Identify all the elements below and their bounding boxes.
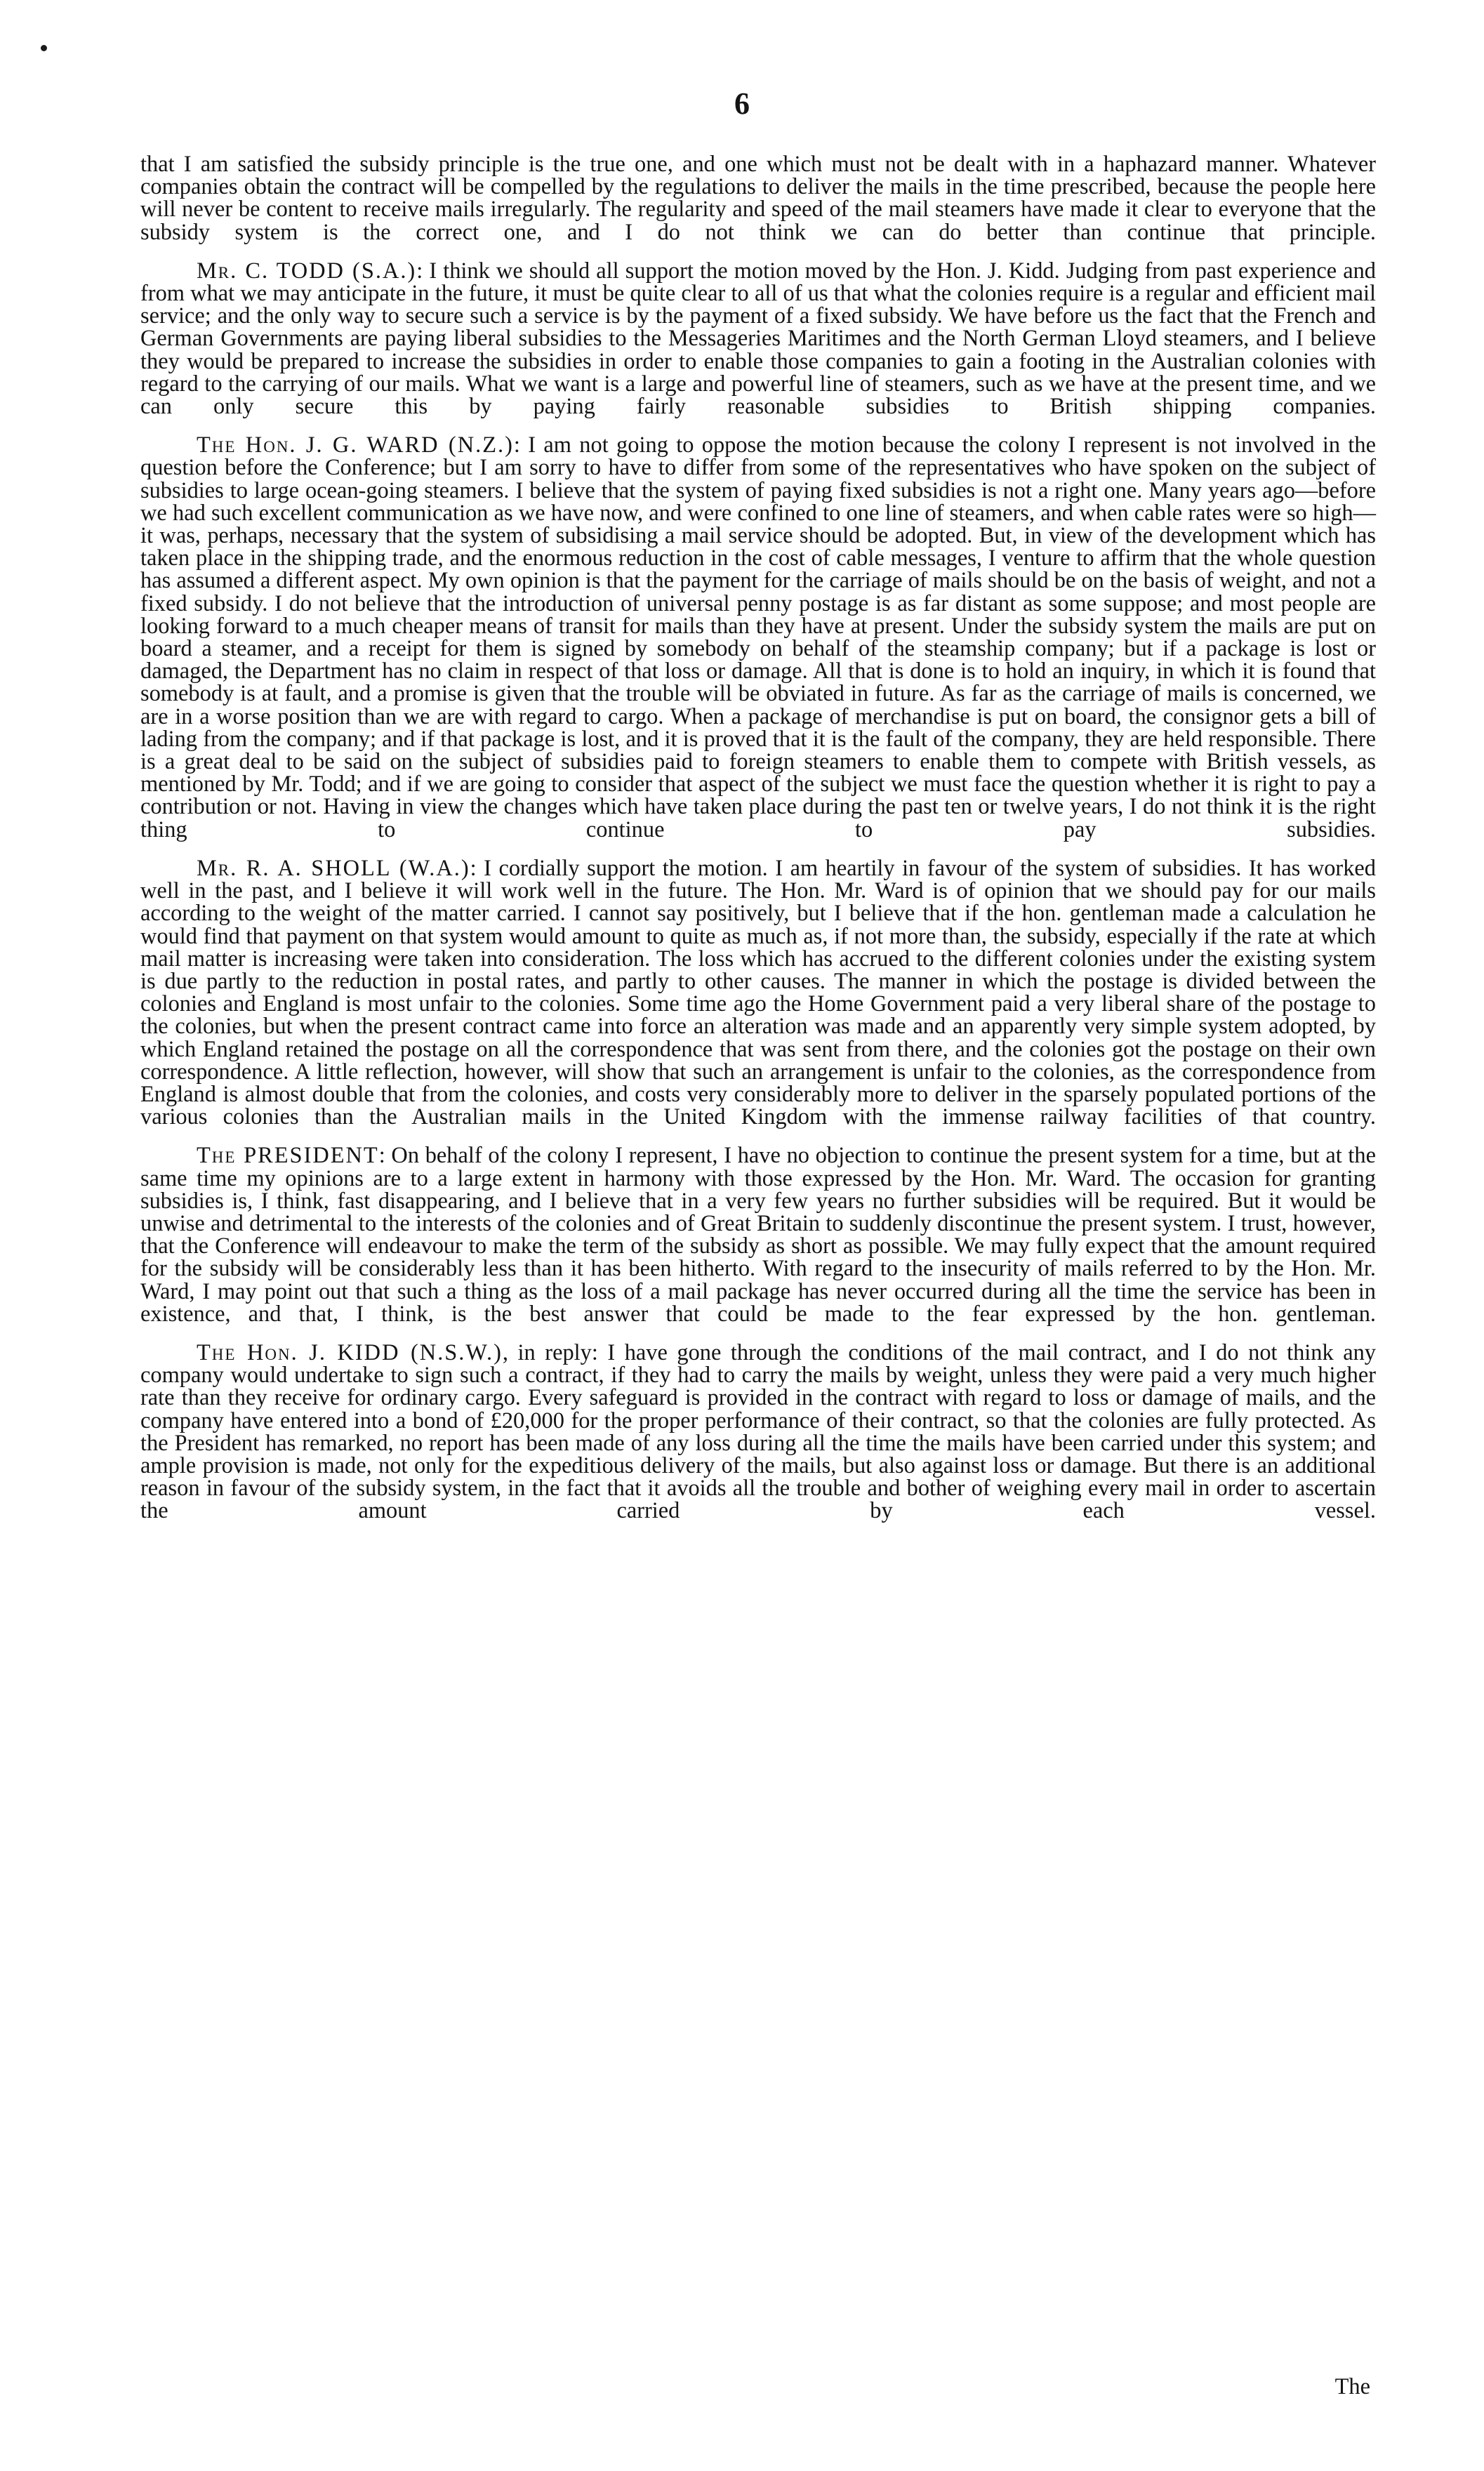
speech-president bbox=[140, 1144, 1376, 1325]
speaker-name: Mr. R. A. SHOLL (W.A.) bbox=[197, 855, 470, 881]
speech-text: : I cordially support the motion. I am heartily in favour of the system of subsidies. It has worked well in the past, and I believe it will work well in the future. The Hon. Mr. Ward is of opinion that we should pay for our mails according to the weight of the matter carried. I cannot say positively, but I believe that if the hon. gentleman made a calculation he would find that payment on that system would amount to quite as much as, if not more than, the subsidy, especially if the rate at which mail matter is increasing were taken into consideration. The loss which has accrued to the different colonies under the existing system is due partly to the reduction in postal rates, and partly to other causes. The manner in which the postage is divided between the colonies and England is most unfair to the colonies. Some time ago the Home Government paid a very liberal share of the postage to the colonies, but when the present contract came into force an alteration was made and an apparently very simple system adopted, by which England retained the postage on all the correspondence that was sent from there, and the colonies got the postage on their own correspondence. A little reflection, however, will show that such an arrangement is unfair to the colonies, as the correspondence from England is almost double that from the colonies, and costs very considerably more to deliver in the sparsely populated portions of the various colonies than the Australian mails in the United Kingdom with the immense railway facilities of that country. bbox=[140, 855, 1376, 1130]
paragraph-continuation bbox=[140, 153, 1376, 244]
speech-text: : On behalf of the colony I represent, I have no objection to continue the present system for a time, but at the same time my opinions are to a large extent in harmony with those expressed by the Hon. Mr. Ward. The occasion for granting subsidies is, I think, fast disappearing, and I believe that in a very few years no further subsidies will be required. But it would be unwise and detrimental to the interests of the colonies and of Great Britain to suddenly discontinue the present system. I trust, however, that the Conference will endeavour to make the term of the subsidy as short as possible. We may fully expect that the amount required for the subsidy will be considerably less than it has been hitherto. With regard to the insecurity of mails referred to by the Hon. Mr. Ward, I may point out that such a thing as the loss of a mail package has never occurred during all the time the service has been in existence, and that, I think, is the best answer that could be made to the fear expressed by the hon. gentleman. bbox=[140, 1143, 1376, 1327]
speech-text: : I think we should all support the motion moved by the Hon. J. Kidd. Judging from past experience and from what we may anticipate in the future, it must be quite clear to all of us that what the colonies require is a regular and efficient mail service; and the only way to secure such a service is by the payment of a fixed subsidy. We have before us the fact that the French and German Governments are paying liberal subsidies to the Messageries Maritimes and the North German Lloyd steamers, and I believe they would be prepared to increase the subsidies in order to enable those companies to gain a footing in the Australian colonies with regard to the carrying of our mails. What we want is a large and powerful line of steamers, such as we have at the present time, and we can only secure this by paying fairly reasonable subsidies to British shipping companies. bbox=[140, 258, 1376, 420]
speaker-name: Mr. C. TODD (S.A.) bbox=[197, 258, 417, 284]
scan-speck bbox=[41, 45, 47, 51]
speech-kidd bbox=[140, 1339, 1377, 1524]
speaker-name: The Hon. J. KIDD (N.S.W.) bbox=[197, 1339, 503, 1365]
page-body bbox=[140, 153, 1376, 1523]
speech-sholl bbox=[140, 857, 1376, 1128]
speech-todd bbox=[140, 260, 1376, 418]
paragraph-text: that I am satisfied the subsidy principle is the true one, and one which must not be dealt with in a haphazard manner. Whatever companies obtain the contract will be compelled by the regulations to deliver the mails in the time prescribed, because the people here will never be content to receive mails irregularly. The regularity and speed of the mail steamers have made it clear to everyone that the subsidy system is the correct one, and I do not think we can do better than continue that principle. bbox=[140, 152, 1376, 245]
speaker-name: The PRESIDENT bbox=[197, 1143, 379, 1169]
speech-ward bbox=[140, 434, 1376, 841]
page-number: 6 bbox=[734, 86, 750, 121]
catchword: The bbox=[1334, 2374, 1370, 2399]
speech-text: , in reply: I have gone through the conditions of the mail contract, and I do not think any company would undertake to sign such a contract, if they had to carry the mails by weight, unless they were paid a very much higher rate than they receive for ordinary cargo. Every safeguard is provided in the contract with regard to loss or damage of mails, and the company have entered into a bond of £20,000 for the proper performance of their contract, so that the colonies are fully protected. As the President has remarked, no report has been made of any loss during all the time the mails have been carried under this system; and ample provision is made, not only for the expeditious delivery of the mails, but also against loss or damage. But there is an additional reason in favour of the subsidy system, in the fact that it avoids all the trouble and bother of weighing every mail in order to ascertain the amount carried by each vessel. bbox=[140, 1339, 1377, 1524]
speech-text: : I am not going to oppose the motion because the colony I represent is not involved in the question before the Conference; but I am sorry to have to differ from some of the representatives who have spoken on the subject of subsidies to large ocean-going steamers. I believe that the system of paying fixed subsidies is not a right one. Many years ago—before we had such excellent communication as we have now, and were confined to one line of steamers, and when cable rates were so high—it was, perhaps, necessary that the system of subsidising a mail service should be adopted. But, in view of the development which has taken place in the shipping trade, and the enormous reduction in the cost of cable messages, I venture to affirm that the whole question has assumed a different aspect. My own opinion is that the payment for the carriage of mails should be on the basis of weight, and not a fixed subsidy. I do not believe that the introduction of universal penny postage is as far distant as some suppose; and most people are looking forward to a much cheaper means of transit for mails than they have at present. Under the subsidy system the mails are put on board a steamer, and a receipt for them is signed by somebody on behalf of the steamship company; but if a package is lost or damaged, the Department has no claim in respect of that loss or damage. All that is done is to hold an inquiry, in which it is found that somebody is at fault, and a promise is given that the trouble will be obviated in future. As far as the carriage of mails is concerned, we are in a worse position than we are with regard to cargo. When a package of merchandise is put on board, the consignor gets a bill of lading from the company; and if that package is lost, and it is proved that it is the fault of the company, they are held responsible. There is a great deal to be said on the subject of subsidies paid to foreign steamers to enable them to compete with British vessels, as mentioned by Mr. Todd; and if we are going to consider that aspect of the subject we must face the question whether it is right to pay a contribution or not. Having in view the changes which have taken place during the past ten or twelve years, I do not think it is the right thing to continue to pay subsidies. bbox=[140, 432, 1376, 842]
speaker-name: The Hon. J. G. WARD (N.Z.) bbox=[197, 432, 514, 458]
